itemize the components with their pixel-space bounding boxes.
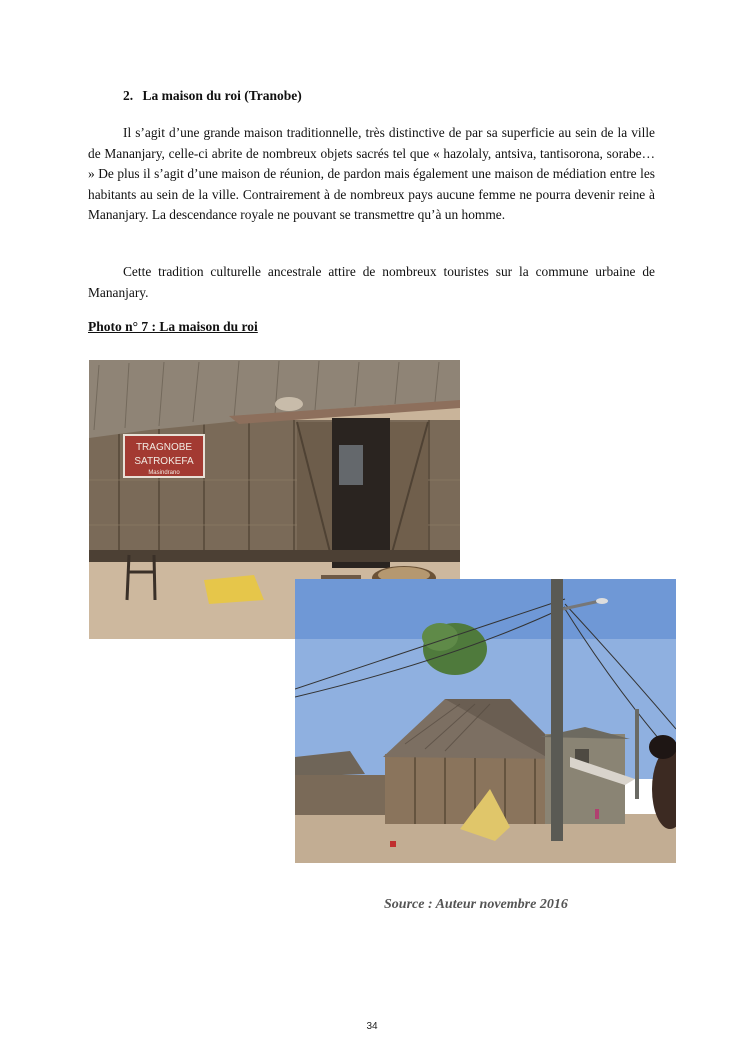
sign-line-1: TRAGNOBE: [135, 442, 193, 453]
body-paragraph-2: Cette tradition culturelle ancestrale attire de nombreux touristes sur la commune urbaine de Mananjary.: [88, 264, 655, 300]
photo-royal-house-street: [295, 579, 676, 863]
section-number: 2.: [123, 88, 134, 103]
section-title: La maison du roi (Tranobe): [142, 88, 302, 103]
sign-line-3: Masindrano: [148, 470, 180, 476]
photo-source: Source : Auteur novembre 2016: [384, 897, 568, 912]
page-number: 34: [366, 1021, 378, 1032]
body-paragraph-1: Il s’agit d’une grande maison traditionnelle, très distinctive de par sa superficie au sein de la ville de Mananjary, celle-ci abrite de nombreux objets sacrés tel que « hazolaly, antsiva, tantisorona, sorabe… » De plus il s’agit d’une maison de réunion, de pardon mais également une maison de médiation entre les habitants au sein de la ville. Contrairement à de nombreux pays aucune femme ne pourra devenir reine à Mananjary. La descendance royale ne pouvant se transmettre qu’à un homme.: [88, 125, 655, 223]
section-heading: [123, 88, 302, 104]
photo-caption: Photo n° 7 : La maison du roi: [88, 319, 258, 334]
sign-line-2: SATROKEFA: [134, 456, 194, 467]
